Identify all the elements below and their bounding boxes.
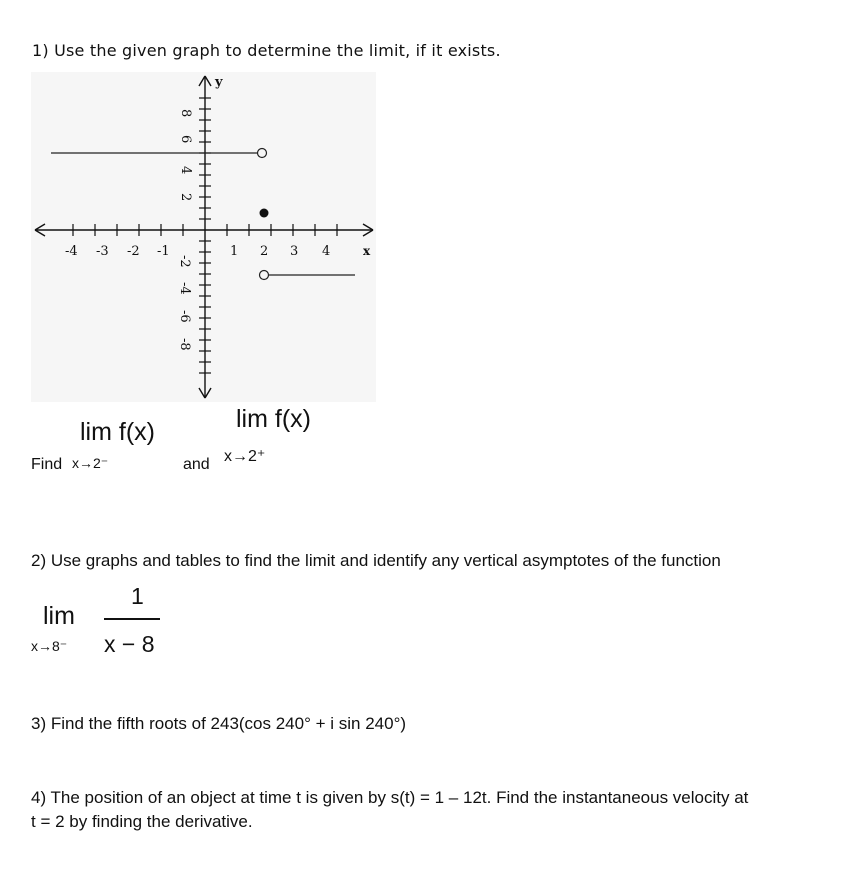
y-tick-label: -4 <box>177 282 192 295</box>
question-4-line-1: 4) The position of an object at time t is given by s(t) = 1 – 12t. Find the instantaneous velocity at <box>31 788 749 807</box>
question-2-text: 2) Use graphs and tables to find the limit and identify any vertical asymptotes of the function <box>31 551 721 570</box>
x-tick-label: -4 <box>65 244 78 259</box>
limit-right-expression: lim f(x) <box>236 405 311 433</box>
limit-right-subscript: x→2⁺ <box>224 448 266 465</box>
limit-left-subscript: x→2⁻ <box>72 455 109 471</box>
y-tick-label: -8 <box>177 338 192 351</box>
y-tick-label: 6 <box>178 135 193 144</box>
x-tick-label: -3 <box>96 244 109 259</box>
x-tick-label: 2 <box>260 244 269 259</box>
fraction-numerator: 1 <box>131 583 144 609</box>
question-4-line-2: t = 2 by finding the derivative. <box>31 812 253 831</box>
fraction-bar <box>104 618 160 620</box>
x-tick-label: 1 <box>230 244 239 259</box>
y-tick-label: -2 <box>177 255 192 268</box>
x-tick-label: -1 <box>157 244 170 259</box>
left-piece-open-circle <box>258 149 267 158</box>
x-tick-label: -2 <box>127 244 140 259</box>
x-axis-label: x <box>363 244 371 258</box>
find-label: Find <box>31 456 63 473</box>
question-1-text: 1) Use the given graph to determine the limit, if it exists. <box>32 41 501 60</box>
y-tick-label: 2 <box>178 193 193 202</box>
limit-subscript: x→8⁻ <box>31 638 68 654</box>
limit-word: lim <box>43 602 75 630</box>
y-tick-label: 8 <box>178 109 193 118</box>
y-tick-label: 4 <box>178 166 193 175</box>
fraction-denominator: x − 8 <box>104 631 155 657</box>
question-3-text: 3) Find the fifth roots of 243(cos 240° + i sin 240°) <box>31 714 407 733</box>
x-tick-label: 4 <box>322 244 331 259</box>
graph-background <box>31 72 376 402</box>
and-label: and <box>183 456 210 473</box>
y-axis-label: y <box>215 75 223 90</box>
x-tick-label: 3 <box>290 244 299 259</box>
y-tick-label: -6 <box>177 310 192 323</box>
filled-point <box>260 209 269 218</box>
limit-left-expression: lim f(x) <box>80 418 155 446</box>
right-piece-open-circle <box>260 271 269 280</box>
piecewise-graph <box>31 72 376 402</box>
